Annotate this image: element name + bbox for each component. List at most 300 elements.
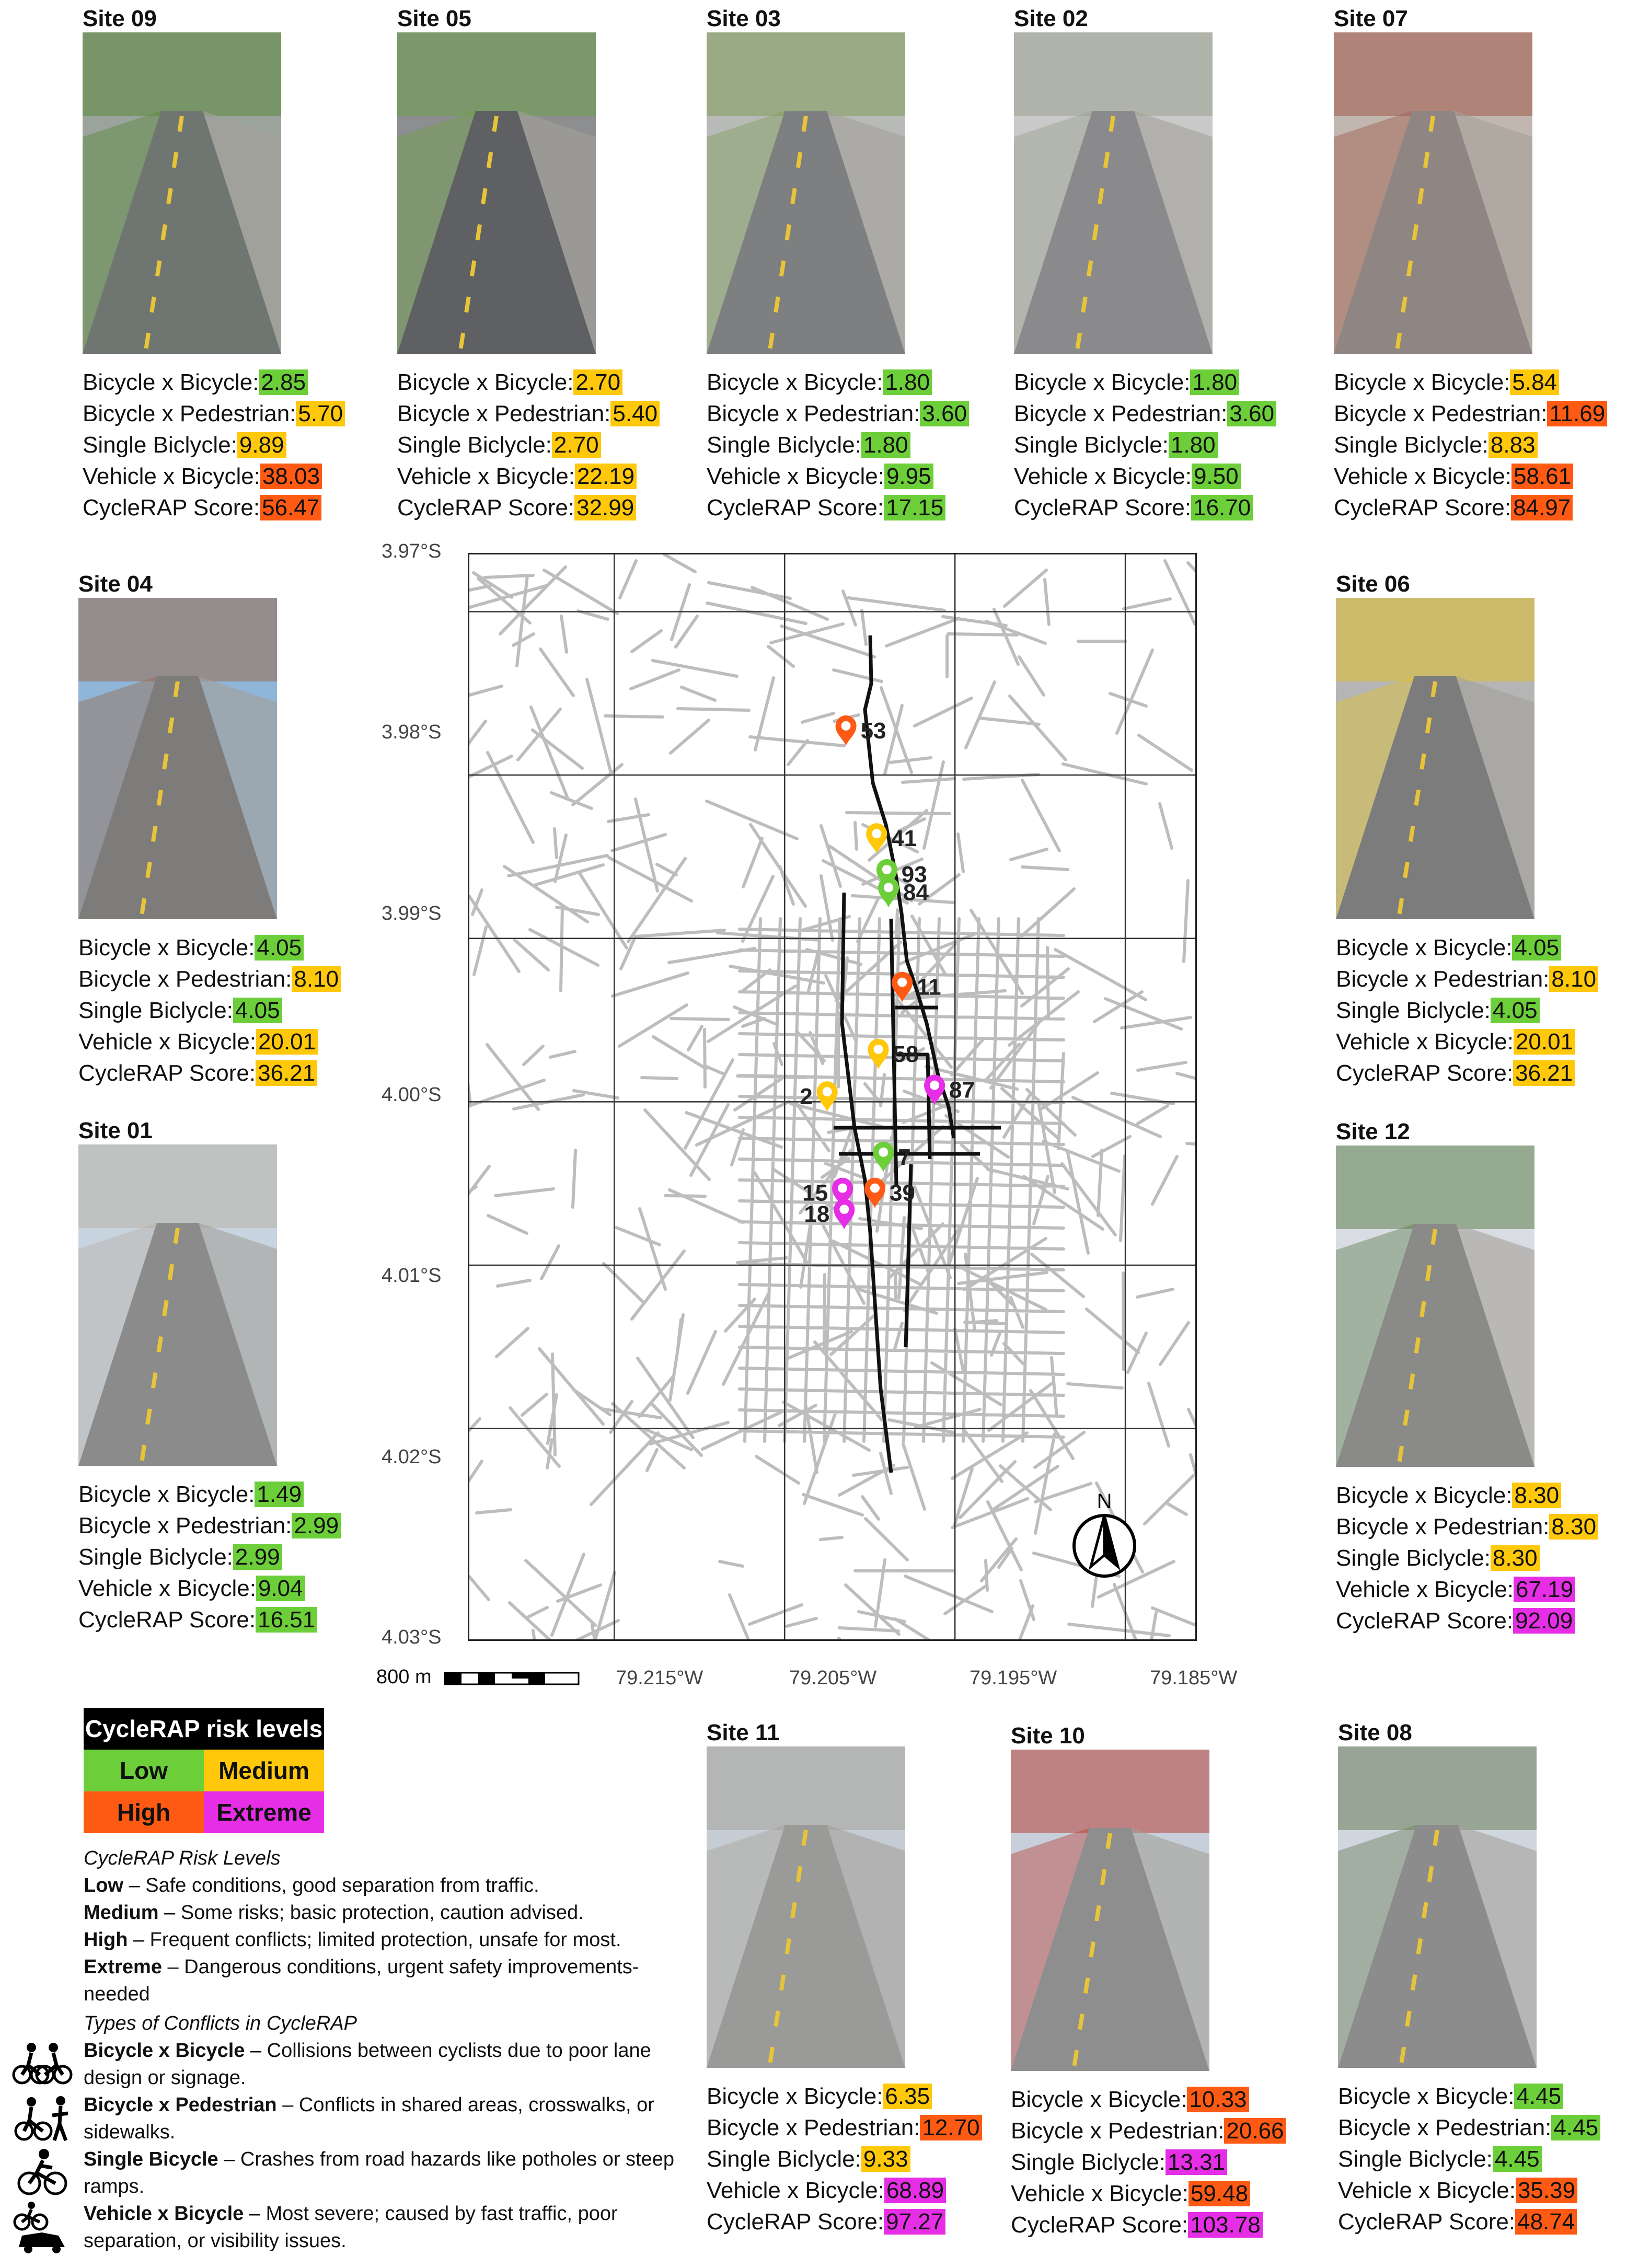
- stat-row: [78, 1542, 341, 1573]
- stat-value: 16.70: [1191, 495, 1253, 520]
- stat-label: CycleRAP Score:: [83, 495, 260, 520]
- legend-grid: [84, 1750, 324, 1833]
- stat-value: 8.30: [1512, 1483, 1561, 1508]
- site-10-card: [1011, 1723, 1286, 2241]
- site-08-card: [1338, 1720, 1600, 2238]
- single-cyclist-icon: [10, 2147, 73, 2199]
- stat-value: 4.45: [1551, 2115, 1600, 2140]
- stat-row: [707, 2144, 982, 2175]
- site-07-card: [1334, 6, 1607, 524]
- stat-row: [83, 461, 345, 492]
- stat-row: [707, 2081, 982, 2112]
- site-stats: [78, 1479, 341, 1636]
- site-photo: [397, 32, 596, 354]
- site-05-card: [397, 6, 660, 524]
- map-pin-hole: [841, 721, 851, 731]
- site-title: Site 11: [707, 1720, 780, 1745]
- conflict-single-bicycle: [84, 2146, 690, 2200]
- stat-value: 2.99: [292, 1513, 341, 1538]
- stat-label: CycleRAP Score:: [1336, 1608, 1514, 1634]
- stat-value: 8.10: [292, 966, 341, 992]
- stat-label: Bicycle x Bicycle:: [397, 369, 574, 395]
- note-term: Vehicle x Bicycle: [84, 2203, 244, 2225]
- stat-label: Bicycle x Bicycle:: [78, 1482, 255, 1507]
- stat-row: [1011, 2178, 1286, 2209]
- stat-row: [78, 1573, 341, 1604]
- site-title: Site 04: [78, 571, 153, 597]
- map-pin-hole: [839, 1205, 849, 1214]
- bike-lane-photo: [1336, 598, 1534, 919]
- lat-label: 3.98°S: [382, 721, 442, 743]
- site-photo: [83, 32, 281, 354]
- stat-label: CycleRAP Score:: [1334, 495, 1511, 520]
- cyclist-pedestrian-icon: [10, 2092, 73, 2145]
- stat-label: CycleRAP Score:: [1336, 1060, 1514, 1086]
- site-03-card: [707, 6, 969, 524]
- stat-value: 92.09: [1513, 1608, 1575, 1634]
- stat-value: 84.97: [1511, 495, 1573, 520]
- stat-label: Vehicle x Bicycle:: [707, 464, 884, 489]
- risk-note-medium: [84, 1899, 690, 1926]
- site-11-card: [707, 1720, 982, 2238]
- map-pin-hole: [897, 978, 907, 987]
- stat-value: 48.74: [1515, 2209, 1577, 2235]
- stat-row: [1336, 1480, 1598, 1511]
- legend-title: CycleRAP risk levels: [84, 1708, 324, 1750]
- stat-label: Bicycle x Bicycle:: [707, 369, 883, 395]
- note-term: Bicycle x Bicycle: [84, 2040, 245, 2062]
- note-term: Single Bicycle: [84, 2148, 218, 2170]
- stat-row: [78, 964, 341, 995]
- risk-note-extreme: [84, 1953, 679, 2008]
- site-stats: [1336, 1480, 1598, 1637]
- bike-lane-photo: [707, 1746, 905, 2068]
- stat-label: Bicycle x Pedestrian:: [1014, 401, 1228, 426]
- stat-row: [1336, 1511, 1598, 1543]
- site-title: Site 03: [707, 6, 781, 31]
- lat-label: 4.03°S: [382, 1626, 442, 1648]
- stat-label: Bicycle x Pedestrian:: [707, 401, 920, 426]
- stat-value: 1.80: [1190, 369, 1239, 395]
- stat-row: [1336, 1574, 1598, 1605]
- site-photo: [1334, 32, 1532, 354]
- site-01-card: [78, 1118, 341, 1636]
- stat-label: Bicycle x Pedestrian:: [1336, 1514, 1550, 1540]
- stat-value: 9.04: [256, 1576, 305, 1601]
- stat-value: 68.89: [884, 2178, 946, 2203]
- stat-label: Bicycle x Bicycle:: [1336, 1483, 1513, 1508]
- map-pin-hole: [870, 1184, 880, 1193]
- stat-label: Single Biclycle:: [1336, 998, 1491, 1023]
- lat-label: 4.01°S: [382, 1265, 442, 1287]
- stat-value: 2.70: [552, 432, 601, 458]
- stat-label: CycleRAP Score:: [1014, 495, 1192, 520]
- marker-label: 18: [804, 1201, 830, 1228]
- site-09-card: [83, 6, 345, 524]
- stat-value: 4.05: [255, 935, 304, 961]
- conflict-bicycle-bicycle: [84, 2037, 690, 2091]
- stat-label: Vehicle x Bicycle:: [397, 464, 575, 489]
- note-text: – Crashes from road hazards like potholes or steep ramps.: [84, 2148, 675, 2197]
- stat-label: Vehicle x Bicycle:: [1334, 464, 1511, 489]
- risk-levels-heading: CycleRAP Risk Levels: [84, 1847, 281, 1869]
- lat-label: 3.99°S: [382, 902, 442, 924]
- city-map[interactable]: [468, 553, 1197, 1641]
- stat-value: 67.19: [1514, 1577, 1575, 1602]
- stat-row: [707, 2206, 982, 2238]
- stat-row: [1334, 430, 1607, 461]
- stat-value: 4.05: [1512, 935, 1561, 961]
- stat-value: 8.30: [1549, 1514, 1598, 1540]
- stat-row: [1014, 430, 1276, 461]
- stat-row: [1336, 932, 1598, 964]
- stat-row: [1014, 461, 1276, 492]
- stat-label: Vehicle x Bicycle:: [1338, 2178, 1516, 2203]
- stat-label: Bicycle x Pedestrian:: [1334, 401, 1548, 426]
- marker-label: 53: [860, 718, 886, 744]
- stat-row: [1336, 1543, 1598, 1574]
- notes-panel: [84, 1845, 690, 2254]
- site-title: Site 06: [1336, 571, 1410, 597]
- bike-lane-photo: [83, 32, 281, 354]
- stat-row: [83, 430, 345, 461]
- stat-row: [1014, 492, 1276, 524]
- note-text: – Some risks; basic protection, caution advised.: [158, 1902, 584, 1924]
- stat-label: Single Biclycle:: [1011, 2149, 1166, 2175]
- stat-row: [1338, 2206, 1600, 2238]
- site-stats: [397, 367, 660, 524]
- stat-value: 13.31: [1166, 2149, 1227, 2175]
- stat-row: [1338, 2081, 1600, 2112]
- stat-value: 12.70: [920, 2115, 982, 2140]
- bike-lane-photo: [1334, 32, 1532, 354]
- site-photo: [1336, 1145, 1534, 1467]
- stat-row: [78, 1604, 341, 1636]
- stat-row: [78, 995, 341, 1026]
- marker-label: 41: [891, 826, 917, 852]
- stat-row: [78, 1026, 341, 1058]
- map-pin-hole: [823, 1087, 832, 1096]
- stat-value: 5.70: [296, 401, 345, 426]
- conflict-types-heading: Types of Conflicts in CycleRAP: [84, 2012, 357, 2034]
- stat-value: 9.95: [884, 464, 933, 489]
- stat-label: Single Biclycle:: [83, 432, 237, 458]
- stat-label: Bicycle x Bicycle:: [1338, 2084, 1515, 2109]
- map-pin-hole: [879, 1148, 888, 1157]
- lat-label: 4.00°S: [382, 1084, 442, 1106]
- stat-label: Vehicle x Bicycle:: [1336, 1577, 1514, 1602]
- stat-value: 16.51: [256, 1607, 317, 1633]
- stat-row: [1014, 398, 1276, 430]
- legend-medium: Medium: [204, 1750, 324, 1791]
- stat-value: 1.80: [883, 369, 932, 395]
- stat-value: 20.01: [1514, 1029, 1575, 1055]
- stat-value: 2.70: [573, 369, 622, 395]
- marker-label: 39: [889, 1180, 915, 1206]
- stat-value: 36.21: [1513, 1060, 1575, 1086]
- stat-value: 8.10: [1549, 966, 1598, 992]
- stat-label: Vehicle x Bicycle:: [1011, 2181, 1188, 2206]
- stat-row: [1336, 1026, 1598, 1058]
- stat-value: 3.60: [920, 401, 969, 426]
- site-stats: [1338, 2081, 1600, 2238]
- site-title: Site 01: [78, 1118, 153, 1143]
- stat-label: Single Biclycle:: [1338, 2146, 1493, 2172]
- stat-value: 1.80: [1169, 432, 1218, 458]
- map-pin-hole: [874, 1045, 883, 1054]
- site-stats: [1336, 932, 1598, 1089]
- conflict-vehicle-bicycle: [84, 2200, 690, 2254]
- stat-label: CycleRAP Score:: [78, 1060, 256, 1086]
- stat-row: [1336, 1058, 1598, 1089]
- note-term: High: [84, 1929, 128, 1951]
- stat-label: Bicycle x Pedestrian:: [707, 2115, 920, 2140]
- note-term: Bicycle x Pedestrian: [84, 2094, 277, 2116]
- site-title: Site 12: [1336, 1119, 1410, 1144]
- map-pin-icon: [868, 1039, 889, 1069]
- marker-label: 7: [898, 1144, 911, 1170]
- stat-row: [1338, 2144, 1600, 2175]
- stat-row: [397, 461, 660, 492]
- stat-value: 56.47: [260, 495, 321, 520]
- stat-row: [1334, 367, 1607, 398]
- bike-lane-photo: [1336, 1145, 1534, 1467]
- stat-label: CycleRAP Score:: [397, 495, 575, 520]
- bike-lane-photo: [78, 598, 277, 919]
- marker-label: 2: [800, 1084, 813, 1110]
- stat-row: [83, 398, 345, 430]
- note-text: – Safe conditions, good separation from traffic.: [123, 1874, 539, 1896]
- map-pin-hole: [882, 865, 892, 874]
- note-text: – Most severe; caused by fast traffic, poor separation, or visibility issues.: [84, 2203, 618, 2252]
- stat-value: 20.66: [1224, 2118, 1286, 2144]
- stat-value: 2.85: [259, 369, 308, 395]
- stat-label: Bicycle x Bicycle:: [1336, 935, 1513, 961]
- map-marker-11[interactable]: [892, 972, 941, 1002]
- stat-value: 8.30: [1491, 1545, 1540, 1571]
- stat-value: 4.05: [233, 998, 282, 1023]
- bike-lane-photo: [1338, 1746, 1537, 2068]
- stat-label: CycleRAP Score:: [1011, 2212, 1188, 2238]
- lon-label: 79.185°W: [1150, 1667, 1238, 1689]
- stat-row: [83, 492, 345, 524]
- site-title: Site 07: [1334, 6, 1408, 31]
- map-pin-hole: [884, 883, 893, 892]
- stat-label: Single Biclycle:: [78, 998, 233, 1023]
- stat-label: Single Biclycle:: [78, 1544, 233, 1570]
- stat-label: Bicycle x Pedestrian:: [397, 401, 611, 426]
- risk-note-low: [84, 1872, 690, 1899]
- lat-label: 3.97°S: [382, 540, 442, 562]
- map-pin-hole: [838, 1184, 847, 1193]
- stat-label: Single Biclycle:: [1014, 432, 1169, 458]
- note-text: – Collisions between cyclists due to poor lane design or signage.: [84, 2040, 651, 2089]
- site-stats: [1011, 2084, 1286, 2241]
- stat-row: [707, 461, 969, 492]
- note-text: – Frequent conflicts; limited protection, unsafe for most.: [128, 1929, 621, 1951]
- stat-value: 32.99: [574, 495, 636, 520]
- site-photo: [1011, 1750, 1209, 2071]
- note-text: – Dangerous conditions, urgent safety improvements-needed: [84, 1956, 639, 2005]
- bike-lane-photo: [1011, 1750, 1209, 2071]
- marker-label: 93: [901, 861, 927, 887]
- map-marker-53[interactable]: [836, 715, 886, 746]
- stat-row: [397, 367, 660, 398]
- lon-label: 79.205°W: [789, 1667, 877, 1689]
- stat-value: 4.05: [1491, 998, 1540, 1023]
- marker-label: 87: [949, 1077, 975, 1103]
- bike-lane-photo: [707, 32, 905, 354]
- stat-row: [78, 1058, 341, 1089]
- stat-value: 22.19: [575, 464, 637, 489]
- stat-row: [707, 367, 969, 398]
- stat-label: Single Biclycle:: [397, 432, 552, 458]
- note-term: Extreme: [84, 1956, 162, 1978]
- two-cyclists-icon: [10, 2038, 73, 2090]
- legend-high: High: [84, 1791, 204, 1833]
- stat-label: Single Biclycle:: [1334, 432, 1488, 458]
- site-stats: [707, 2081, 982, 2238]
- stat-row: [1011, 2084, 1286, 2115]
- map-marker-41[interactable]: [866, 823, 917, 853]
- site-12-card: [1336, 1119, 1598, 1637]
- stat-label: Bicycle x Pedestrian:: [1338, 2115, 1552, 2140]
- stat-value: 1.80: [861, 432, 910, 458]
- stat-row: [78, 932, 341, 964]
- stat-row: [707, 492, 969, 524]
- marker-label: 11: [917, 974, 941, 1000]
- stat-row: [1011, 2147, 1286, 2178]
- lon-label: 79.195°W: [970, 1667, 1057, 1689]
- site-stats: [1334, 367, 1607, 524]
- site-photo: [1014, 32, 1213, 354]
- stat-row: [707, 2112, 982, 2144]
- stat-label: Bicycle x Bicycle:: [707, 2084, 883, 2109]
- north-label: N: [1097, 1490, 1112, 1513]
- scale-label: 800 m: [376, 1666, 432, 1688]
- site-02-card: [1014, 6, 1276, 524]
- stat-row: [1334, 492, 1607, 524]
- stat-label: Vehicle x Bicycle:: [1014, 464, 1192, 489]
- stat-label: Bicycle x Bicycle:: [78, 935, 255, 961]
- stat-value: 20.01: [256, 1029, 318, 1055]
- site-04-card: [78, 572, 341, 1089]
- stat-row: [1336, 1605, 1598, 1637]
- stat-label: Bicycle x Pedestrian:: [1336, 966, 1550, 992]
- stat-value: 11.69: [1547, 401, 1607, 426]
- map-pin-hole: [872, 829, 881, 838]
- site-title: Site 08: [1338, 1720, 1412, 1745]
- stat-value: 4.45: [1493, 2146, 1542, 2172]
- stat-label: Vehicle x Bicycle:: [78, 1576, 256, 1601]
- stat-value: 5.84: [1510, 369, 1559, 395]
- stat-value: 2.99: [233, 1544, 282, 1570]
- site-photo: [78, 1144, 277, 1466]
- stat-label: Single Biclycle:: [707, 2146, 861, 2172]
- stat-value: 9.50: [1192, 464, 1241, 489]
- stat-value: 1.49: [255, 1482, 304, 1507]
- stat-row: [1338, 2175, 1600, 2206]
- conflict-bicycle-pedestrian: [84, 2091, 690, 2146]
- stat-label: Single Biclycle:: [707, 432, 861, 458]
- map-marker-2[interactable]: [800, 1081, 837, 1112]
- site-photo: [1338, 1746, 1537, 2068]
- stat-label: Single Biclycle:: [1336, 1545, 1491, 1571]
- legend-low: Low: [84, 1750, 204, 1791]
- site-stats: [1014, 367, 1276, 524]
- site-title: Site 10: [1011, 1723, 1085, 1749]
- stat-label: Bicycle x Pedestrian:: [78, 1513, 292, 1538]
- stat-label: Vehicle x Bicycle:: [83, 464, 260, 489]
- stat-value: 17.15: [884, 495, 945, 520]
- car-cyclist-icon: [10, 2201, 73, 2253]
- stat-label: CycleRAP Score:: [78, 1607, 256, 1633]
- stat-value: 36.21: [256, 1060, 317, 1086]
- site-title: Site 02: [1014, 6, 1088, 31]
- stat-label: CycleRAP Score:: [707, 495, 884, 520]
- stat-row: [83, 367, 345, 398]
- site-stats: [707, 367, 969, 524]
- stat-value: 8.83: [1488, 432, 1538, 458]
- stat-row: [397, 398, 660, 430]
- stat-row: [707, 2175, 982, 2206]
- stat-label: Bicycle x Bicycle:: [1014, 369, 1191, 395]
- site-photo: [78, 598, 277, 919]
- marker-label: 58: [893, 1041, 919, 1067]
- scale-bar-graphic: [444, 1670, 580, 1686]
- stat-label: Vehicle x Bicycle:: [78, 1029, 256, 1055]
- site-stats: [78, 932, 341, 1089]
- stat-value: 58.61: [1511, 464, 1573, 489]
- stat-value: 97.27: [884, 2209, 945, 2235]
- site-stats: [83, 367, 345, 524]
- site-title: Site 05: [397, 6, 471, 31]
- stat-label: Bicycle x Bicycle:: [1011, 2087, 1187, 2112]
- stat-value: 4.45: [1514, 2084, 1563, 2109]
- stat-value: 6.35: [883, 2084, 932, 2109]
- stat-row: [1334, 461, 1607, 492]
- stat-row: [1338, 2112, 1600, 2144]
- stat-row: [1014, 367, 1276, 398]
- note-term: Medium: [84, 1902, 159, 1924]
- stat-label: Vehicle x Bicycle:: [707, 2178, 884, 2203]
- risk-legend: [84, 1708, 324, 1833]
- bike-lane-photo: [397, 32, 596, 354]
- stat-row: [707, 398, 969, 430]
- marker-label: 84: [903, 880, 929, 906]
- stat-row: [1336, 995, 1598, 1026]
- stat-label: Bicycle x Bicycle:: [83, 369, 259, 395]
- bike-lane-photo: [1014, 32, 1213, 354]
- lat-label: 4.02°S: [382, 1446, 442, 1468]
- stat-label: Bicycle x Pedestrian:: [78, 966, 292, 992]
- marker-label: 15: [802, 1180, 828, 1206]
- stat-value: 10.33: [1187, 2087, 1249, 2112]
- stat-row: [397, 430, 660, 461]
- site-title: Site 09: [83, 6, 157, 31]
- stat-row: [1334, 398, 1607, 430]
- stat-value: 35.39: [1516, 2178, 1577, 2203]
- scale-bar: [376, 1666, 580, 1688]
- map-marker-84[interactable]: [878, 877, 929, 907]
- map-pin-hole: [930, 1081, 939, 1090]
- stat-value: 3.60: [1227, 401, 1276, 426]
- legend-extreme: Extreme: [204, 1791, 324, 1833]
- note-text: – Conflicts in shared areas, crosswalks, or sidewalks.: [84, 2094, 654, 2143]
- stat-value: 38.03: [260, 464, 322, 489]
- stat-row: [1011, 2209, 1286, 2241]
- lon-label: 79.215°W: [616, 1667, 703, 1689]
